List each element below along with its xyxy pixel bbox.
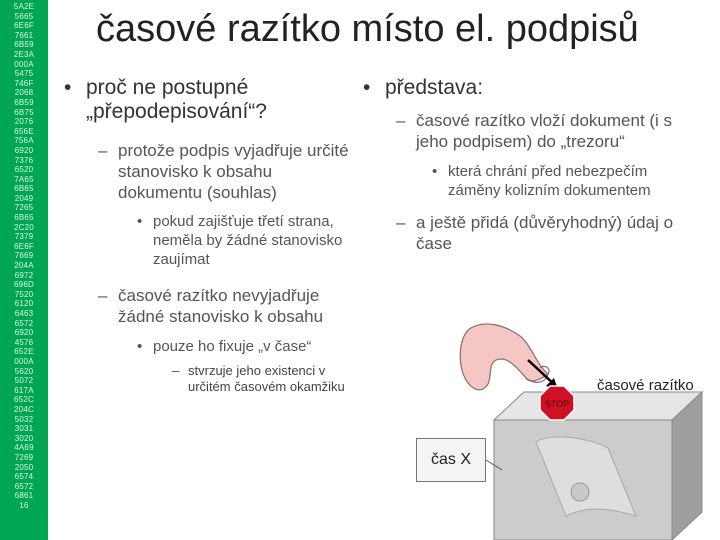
side-code: 6B59 [14,97,34,107]
side-code: 5620 [14,366,34,376]
left-sub-2 [98,285,358,327]
time-label-box [416,438,486,482]
side-code: 6861 [14,491,34,501]
left-sub-2-text: časové razítko nevyjadřuje žádné stanovisko k obsahu [118,286,324,326]
side-code: 2E3A [13,49,35,59]
left-sub-2-detail-text: stvrzuje jeho existenci v určitém časovém okamžiku [188,363,345,394]
side-code: 5032 [14,414,34,424]
bullet-dot-icon: • [64,76,72,99]
side-code: 5665 [14,11,34,21]
side-code: 2068 [14,88,34,98]
side-code: 6E6F [14,21,34,31]
side-code: 746F [14,78,34,88]
side-code: 652E [14,347,34,357]
side-code: 6920 [14,145,34,155]
side-code: 204A [14,261,34,271]
vault-top [494,392,702,420]
left-sub-1-point [137,212,368,269]
side-code: 2049 [14,193,34,203]
right-sub-1-point [432,162,703,200]
right-sub-1 [396,110,706,152]
side-code: 6572 [14,318,34,328]
dash-icon: – [396,111,406,130]
side-code: 656E [14,126,34,136]
side-code: 7269 [14,452,34,462]
side-code: 7661 [14,30,34,40]
side-code: 5475 [14,69,34,79]
side-code: 6920 [14,328,34,338]
side-code: 5072 [14,376,34,386]
side-code: 617A [14,385,34,395]
time-label-text: čas X [430,451,471,468]
left-sub-2-point [137,337,368,356]
side-code: 7520 [14,289,34,299]
bullet-dot-icon: • [363,76,371,99]
side-code: 4A69 [14,443,34,453]
stop-sign-text: STOP [544,399,570,409]
side-code: 4576 [14,337,34,347]
right-sub-1-point-text: která chrání před nebezpečím záměny kolizním dokumentem [448,163,651,199]
bullet-dot-icon: • [137,213,143,230]
side-code: 696D [14,280,34,290]
side-code: 5A2E [13,2,35,11]
right-sub-1-text: časové razítko vloží dokument (i s jeho podpisem) do „trezoru“ [416,111,673,151]
side-code: 2076 [14,117,34,127]
dash-icon: – [98,141,108,160]
side-code: 7376 [14,155,34,165]
left-sub-1 [98,140,358,203]
bullet-dot-icon: • [432,163,438,180]
right-bullet-1 [363,76,585,100]
vault-illustration [440,320,720,540]
left-bullet-1 [64,76,346,124]
side-code: 7669 [14,251,34,261]
side-code: 2C20 [14,222,34,232]
stamp-label: časové razítko [597,377,694,394]
side-code: 3020 [14,433,34,443]
side-code: 6B65 [14,213,34,223]
side-code: 3031 [14,424,34,434]
side-code: 6574 [14,472,34,482]
dash-icon: – [98,286,108,305]
side-code: 204C [14,404,34,414]
left-sub-2-point-text: pouze ho fixuje „v čase“ [153,338,312,355]
right-sub-2-text: a ještě přidá (důvěryhodný) údaj o čase [416,213,674,253]
side-code: 6B65 [14,184,34,194]
side-code: 2050 [14,462,34,472]
side-code: 7A65 [14,174,34,184]
side-code: 6120 [14,299,34,309]
side-code: 6B59 [14,40,34,50]
right-sub-2 [396,212,706,254]
side-code: 7265 [14,203,34,213]
side-code: 756A [14,136,34,146]
left-sub-1-point-text: pokud zajišťuje třetí strana, neměla by žádné stanovisko zaujímat [153,213,343,268]
left-sub-1-text: protože podpis vyjadřuje určité stanovisko k obsahu dokumentu (souhlas) [118,141,349,202]
dash-icon: – [172,363,180,378]
side-code: 652C [14,395,34,405]
side-code: 000A [14,59,34,69]
side-code: 000A [14,356,34,366]
side-code: 6E6F [14,241,34,251]
side-code: 6972 [14,270,34,280]
side-code: 6B75 [14,107,34,117]
side-code: 6572 [14,481,34,491]
dash-icon: – [396,213,406,232]
side-code: 6463 [14,309,34,318]
seal-icon [571,483,589,501]
scroll-document-icon [460,324,548,390]
side-code: 7379 [14,232,34,242]
side-code-strip [0,0,48,540]
left-bullet-1-text: proč ne postupné „přepodepisování“? [86,76,267,123]
right-bullet-1-text: představa: [385,76,484,99]
left-sub-2-detail [172,363,370,395]
side-code: 16 [19,500,29,510]
bullet-dot-icon: • [137,338,143,355]
slide-title: časové razítko místo el. podpisů [96,8,639,50]
side-code: 6520 [14,165,34,175]
